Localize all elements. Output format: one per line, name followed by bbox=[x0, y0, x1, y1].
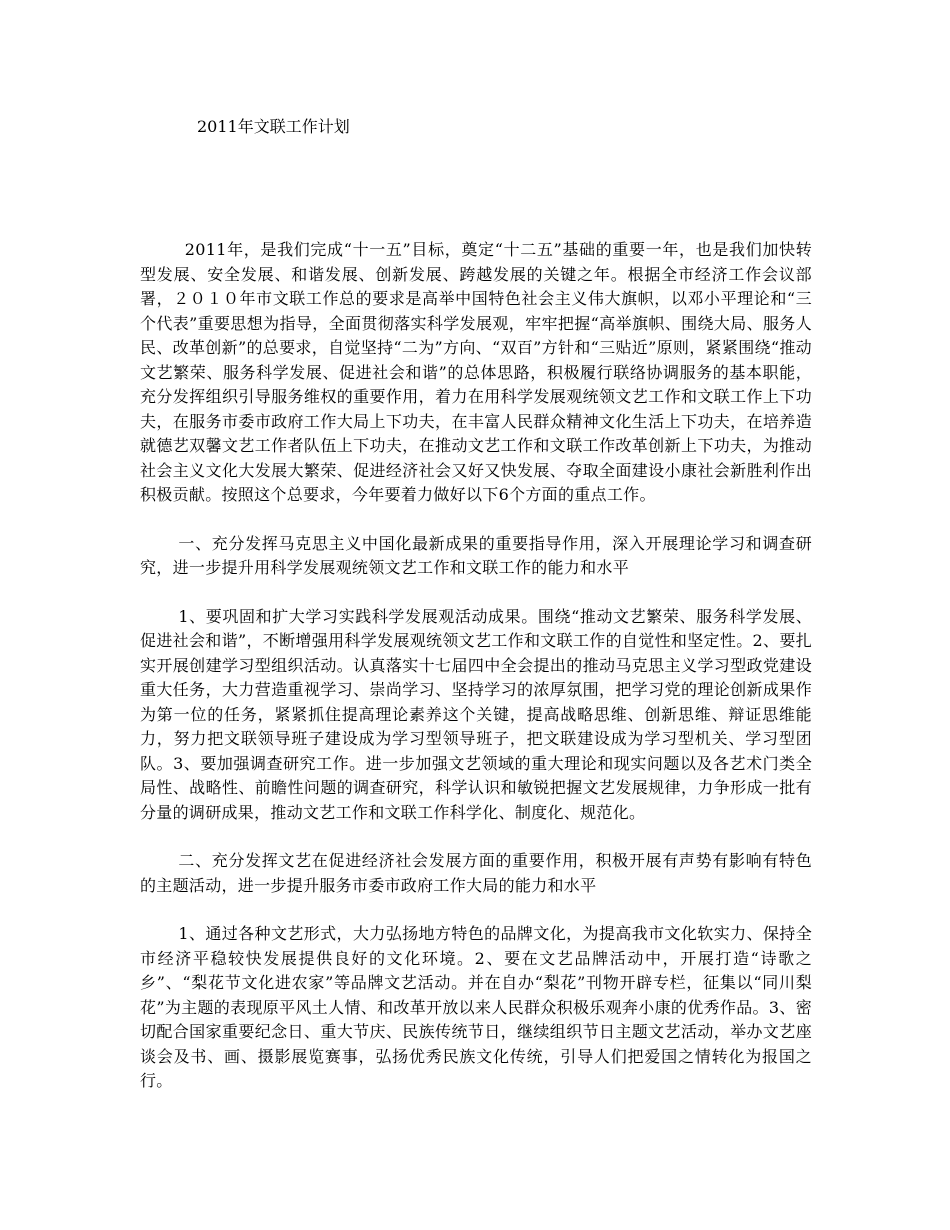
section-body-2: 1、通过各种文艺形式，大力弘扬地方特色的品牌文化，为提高我市文化软实力、保持全市经济平稳较快发展提供良好的文化环境。2、要在文艺品牌活动中，开展打造“诗歌之乡”、“梨花节文化进农家”等品牌文艺活动。并在自办“梨花”刊物开辟专栏，征集以“同川梨花”为主题的表现原平风土人情、和改革开放以来人民群众积极乐观奔小康的优秀作品。3、密切配合国家重要纪念日、重大节庆、民族传统节日，继续组织节日主题文艺活动，举办文艺座谈会及书、画、摄影展览赛事，弘扬优秀民族文化传统，引导人们把爱国之情转化为报国之行。 bbox=[140, 924, 812, 1090]
intro-paragraph: 2011年，是我们完成“十一五”目标，奠定“十二五”基础的重要一年，也是我们加快转型发展、安全发展、和谐发展、创新发展、跨越发展的关键之年。根据全市经济工作会议部署，２０１０年市文联工作总的要求是高举中国特色社会主义伟大旗帜，以邓小平理论和“三个代表”重要思想为指导，全面贯彻落实科学发展观，牢牢把握“高举旗帜、围绕大局、服务人民、改革创新”的总要求，自觉坚持“二为”方向、“双百”方针和“三贴近”原则，紧紧围绕“推动文艺繁荣、服务科学发展、促进社会和谐”的总体思路，积极履行联络协调服务的基本职能，充分发挥组织引导服务维权的重要作用，着力在用科学发展观统领文艺工作和文联工作上下功夫，在服务市委市政府工作大局上下功夫，在丰富人民群众精神文化生活上下功夫，在培养造就德艺双馨文艺工作者队伍上下功夫，在推动文艺工作和文联工作改革创新上下功夫，为推动社会主义文化大发展大繁荣、促进经济社会又好又快发展、夺取全面建设小康社会新胜利作出积极贡献。按照这个总要求，今年要着力做好以下6个方面的重点工作。 bbox=[140, 240, 812, 504]
document-body bbox=[140, 238, 812, 1118]
section-body-1: 1、要巩固和扩大学习实践科学发展观活动成果。围绕“推动文艺繁荣、服务科学发展、促进社会和谐”，不断增强用科学发展观统领文艺工作和文联工作的自觉性和坚定性。2、要扎实开展创建学习型组织活动。认真落实十七届四中全会提出的推动马克思主义学习型政党建设重大任务，大力营造重视学习、崇尚学习、坚持学习的浓厚氛围，把学习党的理论创新成果作为第一位的任务，紧紧抓住提高理论素养这个关键，提高战略思维、创新思维、辩证思维能力，努力把文联领导班子建设成为学习型领导班子，把文联建设成为学习型机关、学习型团队。3、要加强调查研究工作。进一步加强文艺领域的重大理论和现实问题以及各艺术门类全局性、战略性、前瞻性问题的调查研究，科学认识和敏锐把握文艺发展规律，力争形成一批有分量的调研成果，推动文艺工作和文联工作科学化、制度化、规范化。 bbox=[140, 606, 812, 822]
section-heading-1: 一、充分发挥马克思主义中国化最新成果的重要指导作用，深入开展理论学习和调查研究，进一步提升用科学发展观统领文艺工作和文联工作的能力和水平 bbox=[140, 533, 812, 577]
document-title: 2011年文联工作计划 bbox=[197, 117, 350, 136]
section-heading-2: 二、充分发挥文艺在促进经济社会发展方面的重要作用，积极开展有声势有影响有特色的主题活动，进一步提升服务市委市政府工作大局的能力和水平 bbox=[140, 851, 812, 895]
